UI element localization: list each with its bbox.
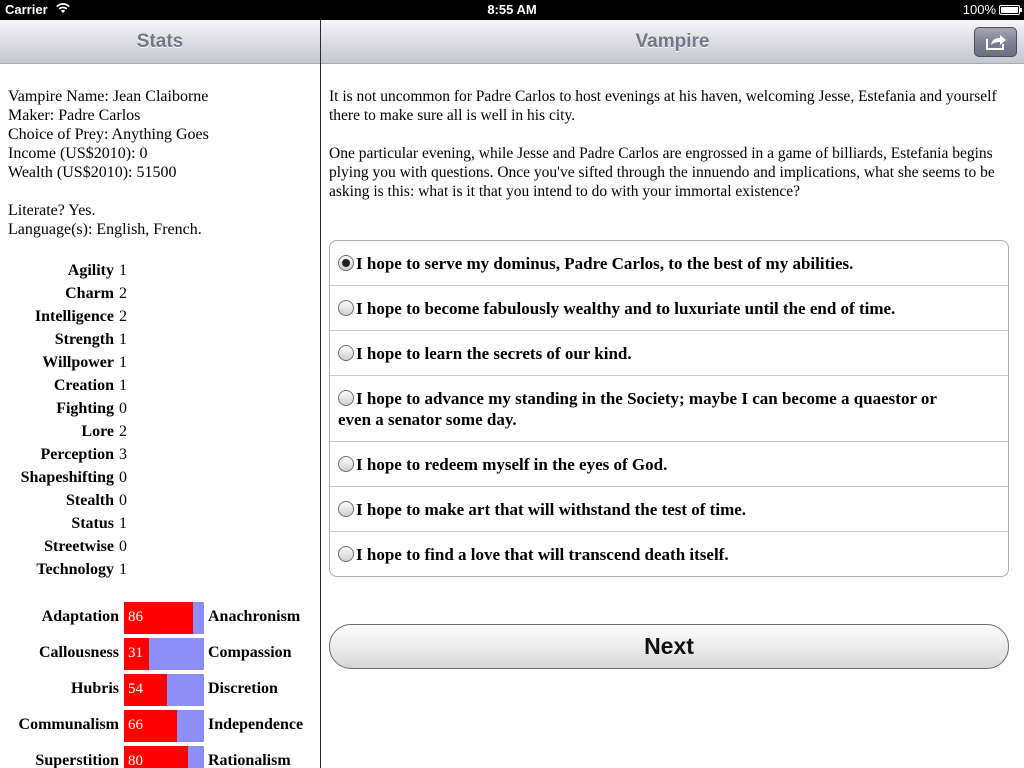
radio-icon[interactable] xyxy=(338,501,354,517)
attribute-name: Fighting xyxy=(56,400,114,417)
trait-bar xyxy=(124,674,204,706)
trait-right-label: Independence xyxy=(208,716,304,733)
trait-value: 54 xyxy=(128,681,143,697)
choice-option[interactable] xyxy=(330,442,1008,487)
attribute-name: Technology xyxy=(36,561,114,578)
trait-bar xyxy=(124,746,204,768)
trait-left-label: Callousness xyxy=(38,644,119,661)
attribute-row xyxy=(0,283,320,306)
attribute-row xyxy=(0,513,320,536)
attribute-row xyxy=(0,559,320,582)
attribute-name: Shapeshifting xyxy=(20,469,114,486)
clock: 8:55 AM xyxy=(487,2,537,17)
attribute-value: 1 xyxy=(119,262,127,279)
trait-right-label: Anachronism xyxy=(208,608,301,625)
next-button[interactable]: Next xyxy=(329,624,1009,669)
trait-value: 66 xyxy=(128,717,143,733)
attribute-list xyxy=(0,260,320,582)
vampire-name: Vampire Name: Jean Claiborne xyxy=(8,88,209,105)
trait-bar xyxy=(124,710,204,742)
trait-value: 80 xyxy=(128,753,143,768)
carrier-label: Carrier xyxy=(5,2,48,17)
attribute-value: 2 xyxy=(119,423,127,440)
attribute-row xyxy=(0,398,320,421)
attribute-value: 1 xyxy=(119,377,127,394)
story-paragraph: It is not uncommon for Padre Carlos to host evenings at his haven, welcoming Jesse, Estefania and yourself there to make sure all is well in his city. xyxy=(329,88,997,124)
story-paragraph: One particular evening, while Jesse and Padre Carlos are engrossed in a game of billiards, Estefania begins plying you with questions. Once you've sifted through the innuendo and implications, what she seems to be asking is this: what is it that you intend to do with your immortal existence? xyxy=(329,145,995,200)
trait-right-label: Rationalism xyxy=(208,752,291,768)
attribute-name: Willpower xyxy=(42,354,114,371)
choice-label: I hope to make art that will withstand the test of time. xyxy=(356,500,747,519)
share-button[interactable] xyxy=(974,27,1017,57)
choice-label: I hope to redeem myself in the eyes of God. xyxy=(356,455,668,474)
radio-icon[interactable] xyxy=(338,300,354,316)
trait-bar xyxy=(124,638,204,670)
attribute-name: Strength xyxy=(54,331,114,348)
trait-row xyxy=(0,601,320,637)
choice-label: I hope to advance my standing in the Society; maybe I can become a quaestor or even a senator some day. xyxy=(338,389,937,429)
attribute-row xyxy=(0,467,320,490)
attribute-value: 0 xyxy=(119,538,127,555)
stats-title: Stats xyxy=(136,31,184,52)
stats-info xyxy=(8,87,209,239)
battery-percent: 100% xyxy=(962,2,996,17)
trait-right-label: Compassion xyxy=(208,644,292,661)
choice-list xyxy=(329,240,1009,577)
attribute-name: Status xyxy=(71,515,114,532)
trait-value: 86 xyxy=(128,609,143,625)
opposed-traits xyxy=(0,601,320,768)
attribute-name: Perception xyxy=(40,446,114,463)
attribute-row xyxy=(0,421,320,444)
attribute-value: 0 xyxy=(119,400,127,417)
choice-label: I hope to find a love that will transcend death itself. xyxy=(356,545,729,564)
main-pane[interactable] xyxy=(321,20,1024,768)
choice-option[interactable] xyxy=(330,532,1008,576)
choice-option[interactable] xyxy=(330,241,1008,286)
attribute-value: 3 xyxy=(119,446,127,463)
trait-left-label: Hubris xyxy=(70,680,119,697)
attribute-value: 0 xyxy=(119,492,127,509)
attribute-row xyxy=(0,490,320,513)
trait-bar xyxy=(124,602,204,634)
attribute-name: Intelligence xyxy=(34,308,114,325)
trait-value: 31 xyxy=(128,645,143,661)
trait-row xyxy=(0,709,320,745)
attribute-value: 1 xyxy=(119,354,127,371)
trait-left-label: Superstition xyxy=(35,752,119,768)
trait-row xyxy=(0,673,320,709)
radio-icon[interactable] xyxy=(338,456,354,472)
choice-option[interactable] xyxy=(330,331,1008,376)
attribute-row xyxy=(0,329,320,352)
languages: Language(s): English, French. xyxy=(8,221,202,238)
attribute-value: 1 xyxy=(119,515,127,532)
main-title: Vampire xyxy=(635,31,710,52)
choice-label: I hope to learn the secrets of our kind. xyxy=(356,344,632,363)
trait-row xyxy=(0,637,320,673)
attribute-name: Agility xyxy=(67,262,114,279)
stats-pane[interactable] xyxy=(0,20,320,768)
radio-selected-icon[interactable] xyxy=(338,255,354,271)
stats-navbar xyxy=(0,20,320,64)
attribute-value: 0 xyxy=(119,469,127,486)
income: Income (US$2010): 0 xyxy=(8,145,148,162)
attribute-value: 2 xyxy=(119,308,127,325)
choice-of-prey: Choice of Prey: Anything Goes xyxy=(8,126,209,143)
attribute-row xyxy=(0,352,320,375)
status-bar xyxy=(0,0,1024,20)
attribute-row xyxy=(0,536,320,559)
attribute-value: 2 xyxy=(119,285,127,302)
attribute-row xyxy=(0,444,320,467)
main-navbar xyxy=(321,20,1024,64)
radio-icon[interactable] xyxy=(338,546,354,562)
literate: Literate? Yes. xyxy=(8,202,96,219)
trait-left-label: Communalism xyxy=(18,716,119,733)
attribute-value: 1 xyxy=(119,331,127,348)
choice-label: I hope to serve my dominus, Padre Carlos, to the best of my abilities. xyxy=(356,254,854,273)
choice-option[interactable] xyxy=(330,487,1008,532)
choice-label: I hope to become fabulously wealthy and to luxuriate until the end of time. xyxy=(356,299,896,318)
attribute-name: Streetwise xyxy=(44,538,114,555)
wealth: Wealth (US$2010): 51500 xyxy=(8,164,177,181)
trait-row xyxy=(0,745,320,768)
battery-icon xyxy=(999,5,1020,15)
choice-option[interactable] xyxy=(330,376,1008,442)
attribute-row xyxy=(0,375,320,398)
trait-left-label: Adaptation xyxy=(41,608,119,625)
maker: Maker: Padre Carlos xyxy=(8,107,141,124)
story-text xyxy=(329,87,1009,220)
radio-icon[interactable] xyxy=(338,345,354,361)
attribute-value: 1 xyxy=(119,561,127,578)
choice-option[interactable] xyxy=(330,286,1008,331)
radio-icon[interactable] xyxy=(338,390,354,406)
attribute-name: Lore xyxy=(81,423,114,440)
attribute-name: Charm xyxy=(65,285,114,302)
attribute-name: Stealth xyxy=(66,492,114,509)
trait-right-label: Discretion xyxy=(208,680,278,697)
attribute-row xyxy=(0,306,320,329)
attribute-row xyxy=(0,260,320,283)
share-icon xyxy=(985,33,1007,51)
attribute-name: Creation xyxy=(53,377,114,394)
